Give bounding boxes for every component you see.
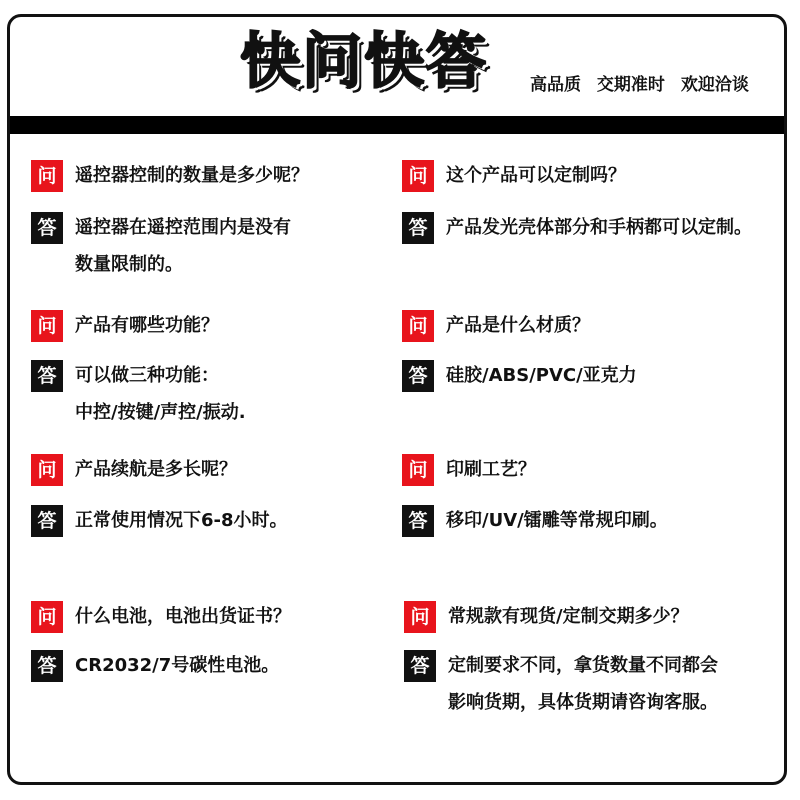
- answer-badge: 答: [404, 650, 436, 682]
- answer-badge: 答: [31, 650, 63, 682]
- answer-line-1: 硅胶/ABS/PVC/亚克力: [446, 365, 637, 386]
- tagline: [530, 70, 759, 95]
- question-badge: 问: [31, 454, 63, 486]
- question-badge: 问: [31, 160, 63, 192]
- question-text: 印刷工艺？: [446, 459, 536, 480]
- question-text: 产品有哪些功能？: [75, 315, 219, 336]
- question-badge: 问: [402, 160, 434, 192]
- header-divider-bar: [10, 116, 784, 134]
- tagline-delivery: 交期准时: [596, 75, 665, 95]
- answer-badge: 答: [402, 212, 434, 244]
- answer-line-2: 中控/按键/声控/振动.: [75, 402, 246, 423]
- question-text: 常规款有现货/定制交期多少？: [448, 606, 689, 627]
- answer-line-1: 移印/UV/镭雕等常规印刷。: [446, 510, 668, 531]
- tagline-quality: 高品质: [530, 75, 581, 95]
- question-text: 遥控器控制的数量是多少呢？: [75, 165, 309, 186]
- answer-line-1: 产品发光壳体部分和手柄都可以定制。: [446, 217, 752, 238]
- answer-badge: 答: [402, 505, 434, 537]
- answer-line-1: 定制要求不同，拿货数量不同都会: [448, 655, 718, 676]
- page-title: 快问快答: [240, 27, 488, 97]
- answer-badge: 答: [31, 505, 63, 537]
- question-badge: 问: [402, 310, 434, 342]
- question-text: 这个产品可以定制吗？: [446, 165, 626, 186]
- question-badge: 问: [31, 601, 63, 633]
- question-badge: 问: [31, 310, 63, 342]
- question-text: 产品续航是多长呢？: [75, 459, 237, 480]
- question-badge: 问: [402, 454, 434, 486]
- answer-line-1: 遥控器在遥控范围内是没有: [75, 217, 291, 238]
- answer-badge: 答: [31, 212, 63, 244]
- answer-line-1: CR2032/7号碳性电池。: [75, 655, 280, 676]
- answer-line-2: 数量限制的。: [75, 254, 183, 275]
- answer-badge: 答: [402, 360, 434, 392]
- answer-badge: 答: [31, 360, 63, 392]
- question-badge: 问: [404, 601, 436, 633]
- question-text: 产品是什么材质？: [446, 315, 590, 336]
- answer-line-1: 可以做三种功能：: [75, 365, 219, 386]
- question-text: 什么电池，电池出货证书？: [75, 606, 291, 627]
- answer-line-2: 影响货期，具体货期请咨询客服。: [448, 692, 718, 713]
- tagline-welcome: 欢迎洽谈: [680, 75, 749, 95]
- answer-line-1: 正常使用情况下6-8小时。: [75, 510, 288, 531]
